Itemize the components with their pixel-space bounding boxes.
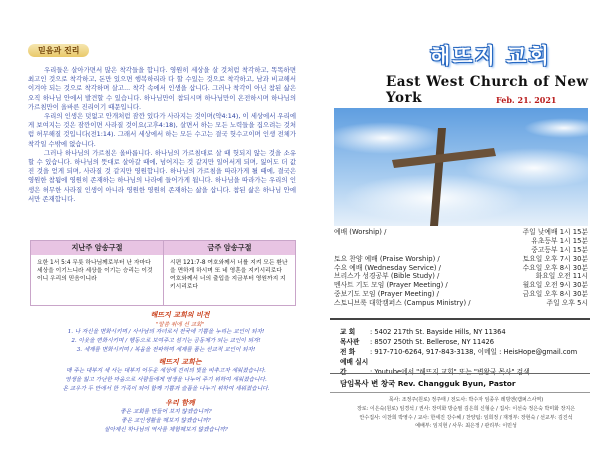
vision-subtitle: "말씀 위에 선 교회" [155, 322, 205, 328]
service-row: 토요 찬양 예배 (Praise Worship) / 토요일 오후 7시 30분 [334, 254, 588, 263]
right-column [310, 0, 600, 464]
church-name-korean: 해뜨지 교회 [430, 44, 551, 68]
staff-line: 목사: 조정주(원로) 정주태 / 전도사: 박수자 임종우 레빙엔(캠퍼스사역) [388, 397, 544, 403]
identity-list [36, 367, 296, 394]
bulletin-date: Feb. 21. 2021 [496, 95, 557, 105]
prayer-line: 좋은 교인생활을 해보지 않겠습니까? [121, 418, 211, 424]
essay-paragraph: 그러나 하나님의 가르침은 올바릅니다. 하나님의 가르침대로 살 때 헛되지 않는 것을 소유할 수 있습니다. 하나님의 뜻대로 살아갈 때에, 넘어지는 것 같지만 일어서게 되며, 잃어도 더 값진 것을 얻게 되며, 사라질 것 같지만 영원합니다. 하나님의 가르침을 따라가게 될 때에, 결국은 영원한 참됨에 영원히 존재하는 하나님의 나라에 들어가게 됩니다. 하나님을 따라가는 우리의 인생은 허무한 사라질 인생이 아니라 영원한 영원히 존재하는 삶을 삽니다. 참된 삶은 하나님 안에서만 존재합니다. [28, 148, 296, 203]
last-week-verse-title: 지난주 암송구절 [31, 241, 163, 255]
service-row: 예배 (Worship) / 주일 낮예배 1시 15분 [334, 228, 588, 236]
vision-list [36, 328, 296, 355]
this-week-verse [163, 241, 295, 305]
prayer-list [36, 408, 296, 435]
vision-line: 3. 세계를 변화시키며 / 복음을 전파하며 세계를 품는 선교적 교인이 되자! [76, 347, 256, 353]
last-week-verse-text: 요한 1서 5:4 무릇 하나님께로부터 난 자마다 세상을 이기느니라 세상을 이기는 승리는 이것이니 우리의 믿음이니라 [37, 260, 153, 282]
service-row: 수요 예배 (Wednesday Service) / 수요일 오후 8시 30분 [334, 263, 588, 272]
prayer-line: 살아계신 하나님의 역사를 체험해보지 않겠습니까? [104, 427, 228, 433]
last-week-verse [31, 241, 163, 305]
this-week-verse-title: 금주 암송구절 [164, 241, 295, 255]
service-row: 유초등부 1시 15분 [531, 236, 588, 245]
vision-line: 2. 이웃을 변화시키며 / 행동으로 보여주고 섬기는 공동체가 되는 교인이 되자! [71, 338, 261, 344]
phone-email: 전 화 : 917-710-6264, 917-843-3138, 이메일 : HeisHope@gmail.com [340, 348, 578, 356]
live-stream-info: 예배 실시간 : Youtube에서 "해뜨지 교회" 또는 "변왕국 목사" 검색 [340, 358, 530, 376]
identity-title: 해뜨지 교회는 [158, 357, 202, 366]
divider [330, 392, 590, 393]
essay-paragraph: 우리들은 살아가면서 많은 착각들을 합니다. 영원히 세상을 살 것처럼 착각하고, 똑똑하면 최고인 것으로 착각하고, 돈만 있으면 행복하리라 다 할 수있는 것으로 착각하고, 남과 비교해서 이겨야 되는 것으로 착각하며 살고... 착각 속에서 인생을 삽니다. 그러나 착각이 아닌 참된 삶은 오직 하나님 안에서 발견할 수 있습니다. 하나님만이 참되시며 하나님만이 온전하시며 하나님의 가르침만이 올바른 진리이기 때문입니다. [28, 66, 296, 111]
staff-line: 안수집사: 이찬희 박영수 / 교사: 한세진 강수혜 / 찬양팀: 임희정 / 재정부: 장현숙 / 선교부: 김진석 [359, 414, 573, 421]
identity-line: 온 교우가 두 안에서 한 가족이 되어 함께 기쁨과 슬픔을 나누기 위하여 세워졌습니다. [62, 386, 270, 392]
prayer-line: 좋은 교회를 만들어 보지 않겠습니까? [120, 409, 212, 415]
service-row: 중보기도 모임 (Prayer Meeting) / 금요일 오후 8시 30분 [334, 290, 588, 299]
vision-title: 해뜨지 교회의 비전 [150, 310, 210, 319]
prayer-title: 우리 함께 [165, 398, 195, 407]
parsonage-address: 목사관 : 8507 250th St. Bellerose, NY 11426 [340, 338, 494, 346]
divider [330, 373, 590, 374]
contact-info [340, 327, 577, 377]
section-badge: 믿음과 진리 [28, 44, 89, 57]
cross-sky-photo [334, 108, 588, 226]
church-name-english: East West Church of New York [386, 74, 589, 106]
service-row: 브리스가 성경공부 (Bible Study) / 화요일 오전 11시 [334, 272, 588, 281]
memory-verse-box [30, 240, 296, 306]
staff-line: 예배부: 임지현 / 사무: 최은정 / 관리부: 이민성 [415, 423, 517, 430]
vision-line: 1. 나 자신을 변화시키며 / 사사남의 자녀로서 전국에 기쁨을 누리는 교인이 되자! [67, 329, 265, 335]
service-schedule [334, 228, 588, 308]
staff-line: 장로: 이은숙(원로) 임경석 / 권사: 장미화 방순필 김은희 신형순 / 집사: 이선숙 정은숙 박미화 장지은 [356, 405, 576, 412]
service-row: 스토니브룩 대학캠퍼스 (Campus Ministry) / 주일 오후 5시 [334, 299, 588, 308]
column-essay [28, 66, 296, 204]
staff-list [340, 396, 592, 431]
cross-image [334, 108, 588, 226]
divider [330, 318, 590, 320]
senior-pastor: 담임목사 변 창국 Rev. Changguk Byun, Pastor [340, 379, 516, 388]
service-row: 멘사트 기도 모임 (Prayer Meeting) / 월요일 오전 9시 30분 [334, 281, 588, 290]
identity-line: 영생을 잃고 가난한 마음으로 사람들에게 영생을 나누어 주기 위하여 세워졌습니다. [65, 377, 267, 383]
essay-paragraph: 우리의 인생은 덧없고 안개처럼 잠깐 있다가 사라지는 것이며(약4:14), 이 세상에서 우리에게 보여지는 것은 잠깐이면 사라질 것이요(고후4:18), 살면서 하는 모든 노력들을 집으려는 것처럼 허무해질 것입니다(전1:14). 그래서 세상에서 하는 모든 수고는 결국 헛수고이며 인생 전체가 착각일 수밖에 없습니다. [28, 112, 296, 148]
this-week-verse-text: 시편 121:7-8 여호와께서 너를 지켜 모든 환난을 면하게 하시며 또 네 영혼을 지키시리로다 여호와께서 너의 출입을 지금부터 영원까지 지키시리로다 [170, 260, 288, 290]
identity-line: 매 주는 대부지 새 사는 대부지 어두운 세상에 진리의 빛을 비추고자 세워졌습니다. [66, 368, 266, 374]
church-address: 교 회 : 5402 217th St. Bayside Hills, NY 11364 [340, 328, 506, 336]
service-row: 중고등부 1시 15분 [531, 245, 588, 254]
